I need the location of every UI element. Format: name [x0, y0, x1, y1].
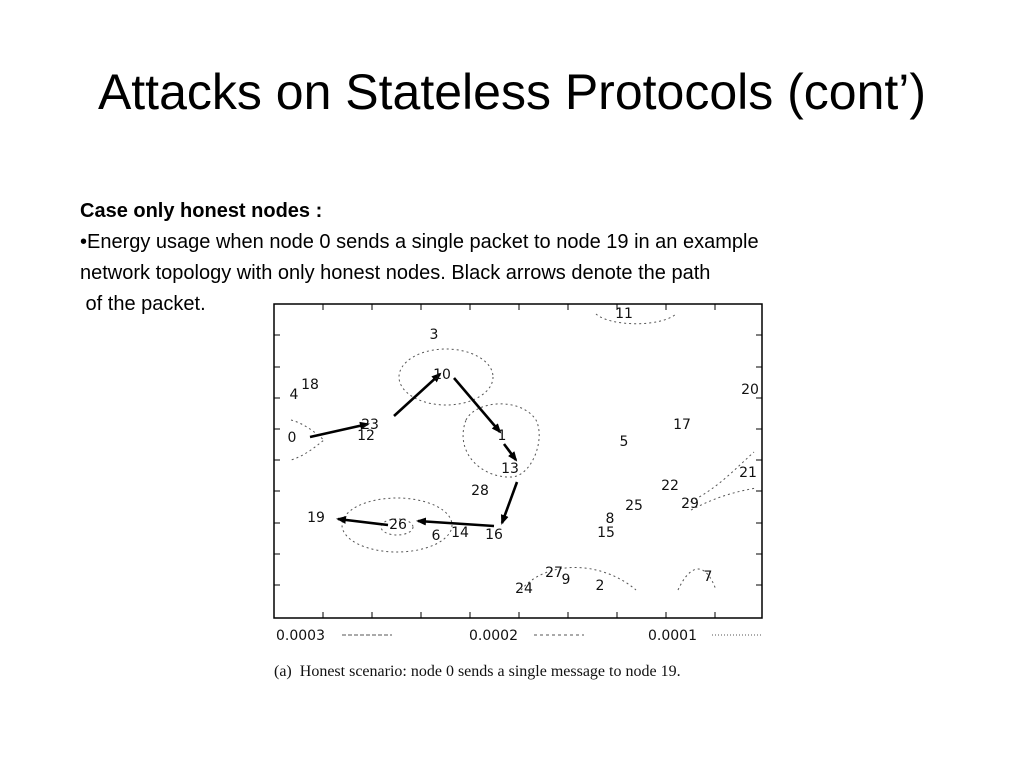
node-27: 27: [545, 565, 563, 581]
network-topology-diagram: [266, 292, 786, 690]
node-28: 28: [471, 483, 489, 499]
node-1: 1: [497, 428, 507, 444]
network-topology-figure: [266, 292, 786, 690]
path-arrow-26-to-19: [338, 519, 388, 525]
node-9: 9: [561, 572, 571, 588]
node-23: 23: [361, 417, 379, 433]
node-21: 21: [739, 465, 757, 481]
node-17: 17: [673, 417, 691, 433]
node-29: 29: [681, 496, 699, 512]
contour-right-29: [691, 488, 756, 510]
bullet-line-2: network topology with only honest nodes. Black arrows denote the path: [80, 262, 711, 284]
path-arrow-1-to-13: [504, 444, 516, 460]
energy-contours: [291, 314, 756, 590]
bullet-line-3: of the packet.: [80, 293, 206, 315]
node-labels: [288, 306, 759, 597]
node-6: 6: [431, 528, 441, 544]
node-25: 25: [625, 498, 643, 514]
node-24: 24: [515, 581, 533, 597]
contour-top-11: [596, 314, 676, 324]
contour-bottom-2: [521, 568, 636, 591]
node-4: 4: [289, 387, 299, 403]
node-3: 3: [429, 327, 439, 343]
case-heading: Case only honest nodes :: [80, 200, 323, 222]
node-13: 13: [501, 461, 519, 477]
path-arrow-10-to-1: [454, 378, 500, 432]
legend-label-0003: 0.0003: [276, 628, 325, 644]
node-5: 5: [619, 434, 629, 450]
node-8: 8: [605, 511, 615, 527]
node-2: 2: [595, 578, 605, 594]
node-22: 22: [661, 478, 679, 494]
node-7: 7: [703, 569, 713, 585]
legend: [276, 628, 762, 644]
path-arrow-13-to-16: [502, 482, 517, 523]
node-0: 0: [287, 430, 297, 446]
figure-caption: (a) Honest scenario: node 0 sends a single message to node 19.: [274, 663, 681, 680]
node-15: 15: [597, 525, 615, 541]
bullet-line-1: •Energy usage when node 0 sends a single packet to node 19 in an example: [80, 231, 759, 253]
node-10: 10: [433, 367, 451, 383]
node-11: 11: [615, 306, 633, 322]
legend-label-0002: 0.0002: [469, 628, 518, 644]
node-12: 12: [357, 428, 375, 444]
node-18: 18: [301, 377, 319, 393]
node-16: 16: [485, 527, 503, 543]
node-14: 14: [451, 525, 469, 541]
node-26: 26: [389, 517, 407, 533]
node-19: 19: [307, 510, 325, 526]
packet-path: [310, 374, 517, 526]
legend-label-0001: 0.0001: [648, 628, 697, 644]
slide-title: Attacks on Stateless Protocols (cont’): [97, 64, 927, 120]
node-20: 20: [741, 382, 759, 398]
